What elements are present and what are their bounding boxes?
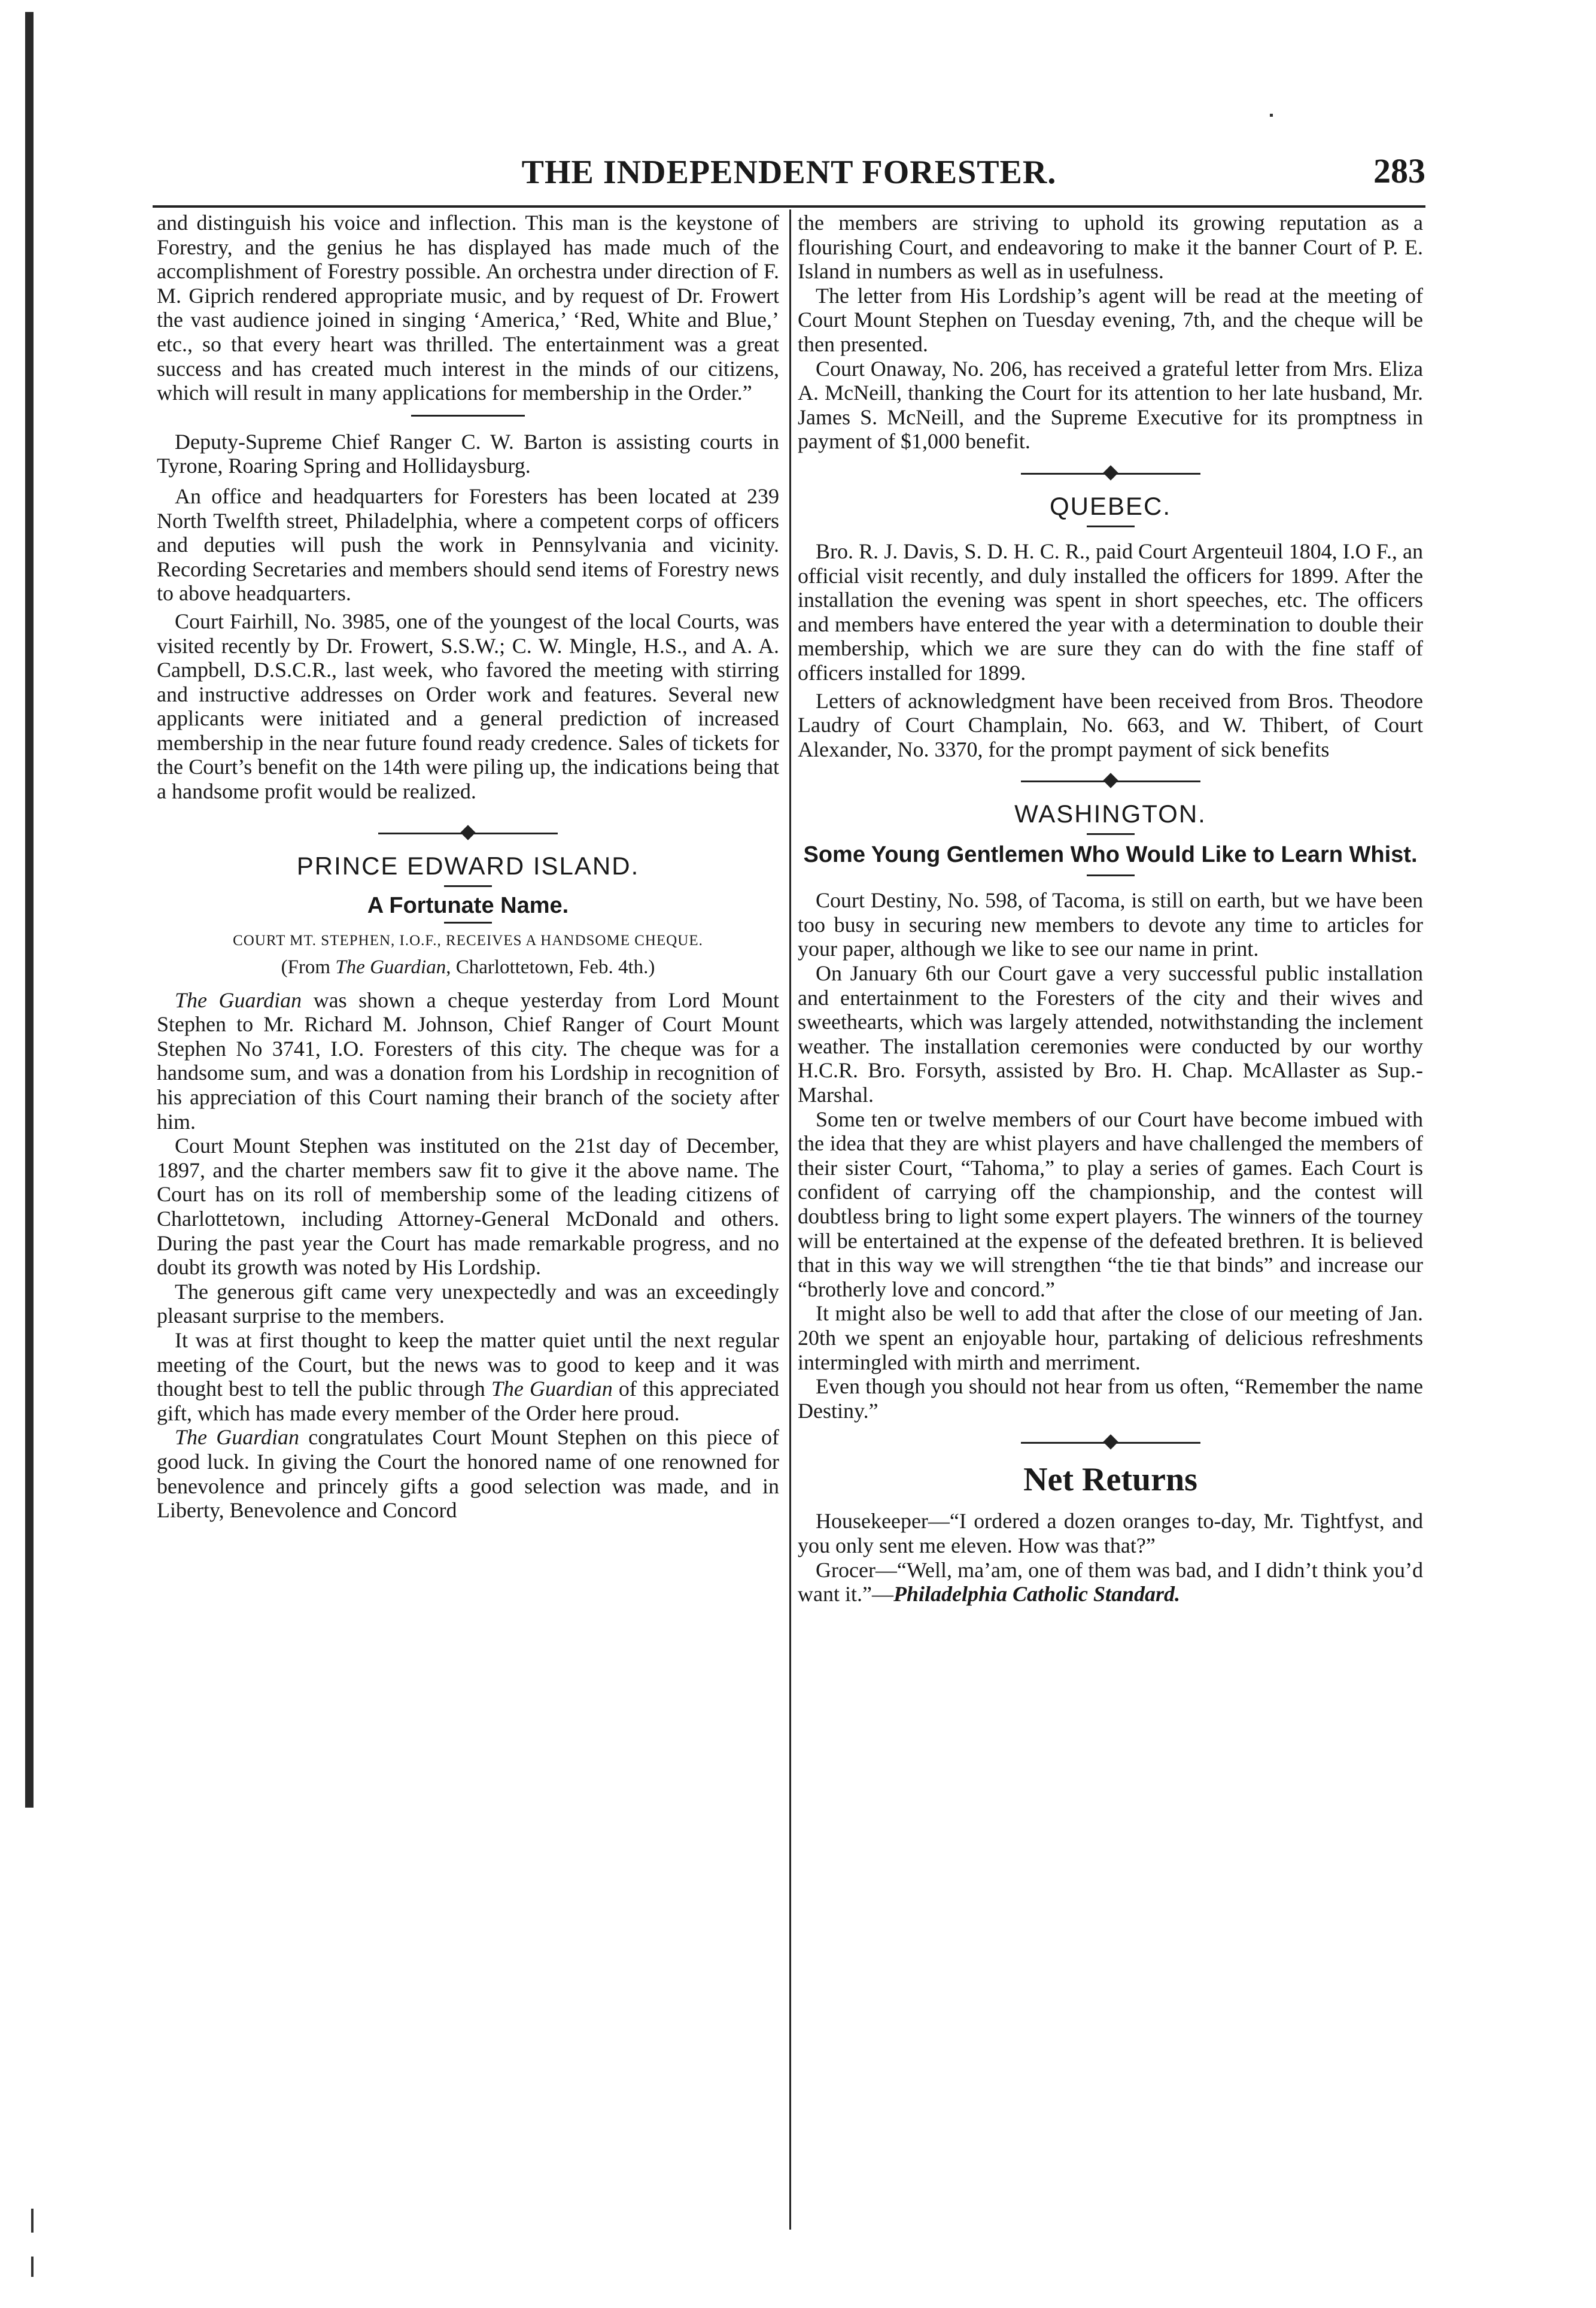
- paragraph-text: Grocer—“Well, ma’am, one of them was bad, and I didn’t think you’d want it.”—: [798, 1557, 1423, 1607]
- source-paper: The Guardian: [335, 956, 446, 978]
- paragraph: [157, 988, 779, 1134]
- paragraph: [157, 1425, 779, 1522]
- ornament-rule: [1021, 773, 1200, 789]
- column-divider: [789, 209, 791, 2230]
- diamond-ornament-icon: [1103, 465, 1118, 480]
- paragraph: Even though you should not hear from us often, “Remember the name Destiny.”: [798, 1374, 1423, 1423]
- source-credit: Philadelphia Catholic Standard.: [893, 1582, 1181, 1607]
- divider-rule: [444, 885, 492, 887]
- paragraph: the members are striving to uphold its growing reputation as a flourishing Court, and endeavoring to make it the banner Court of P. E. Island in numbers as well as in usefulness.: [798, 211, 1423, 284]
- source-credit: [157, 955, 779, 980]
- header-rule: [153, 205, 1425, 208]
- diamond-ornament-icon: [460, 825, 475, 840]
- paragraph-text: of this appreciated gift, which has made every member of the Order here proud.: [157, 1377, 779, 1425]
- paragraph: Bro. R. J. Davis, S. D. H. C. R., paid Court Argenteuil 1804, I.O F., an official visit recently, and duly installed the officers for 1899. After the installation the evening was spent in short speeches, etc. The officers and members have entered the year with a determination to double their membership, which we are sure they can do with the fine staff of officers installed for 1899.: [798, 539, 1423, 685]
- paragraph: Deputy-Supreme Chief Ranger C. W. Barton is assisting courts in Tyrone, Roaring Spring and Hollidaysburg.: [157, 429, 779, 478]
- article-subheading: A Fortunate Name.: [367, 892, 569, 918]
- paragraph: On January 6th our Court gave a very successful public installation and entertainment to the Foresters of the city and their wives and sweethearts, which was largely attended, notwithstanding the inclement weather. The installation ceremonies were conducted by our worthy H.C.R. Bro. Forsyth, assisted by Bro. H. Chap. McAllaster as Sup.-Marshal.: [798, 961, 1423, 1107]
- paper-name: The Guardian: [491, 1377, 613, 1401]
- section-heading: PRINCE EDWARD ISLAND.: [296, 851, 640, 880]
- ornament-rule: [1021, 1435, 1200, 1450]
- diamond-ornament-icon: [1103, 773, 1118, 788]
- paper-name: The Guardian: [175, 1425, 299, 1450]
- divider-rule: [444, 922, 492, 924]
- paragraph: Letters of acknowledgment have been received from Bros. Theodore Laudry of Court Champlain, No. 663, and W. Thibert, of Court Alexander, No. 3370, for the prompt payment of sick benefits: [798, 688, 1423, 761]
- scan-mark: [31, 2209, 34, 2233]
- paragraph: Court Destiny, No. 598, of Tacoma, is still on earth, but we have been too busy in securing new members to devote any time to articles for your paper, although we like to see our name in print.: [798, 888, 1423, 961]
- section-heading: Net Returns: [1023, 1461, 1197, 1499]
- paragraph: An office and headquarters for Foresters has been located at 239 North Twelfth street, Philadelphia, where a competent corps of officers and deputies will push the work in Pennsylvania and vicinity. Recording Secretaries and members should send items of Forestry news to above headquarters.: [157, 484, 779, 606]
- paragraph: Court Mount Stephen was instituted on the 21st day of December, 1897, and the charter members saw fit to give it the above name. The Court has on its roll of membership some of the leading citizens of Charlottetown, including Attorney-General McDonald and others. During the past year the Court has made remarkable progress, and no doubt its growth was noted by His Lordship.: [157, 1134, 779, 1280]
- paragraph-text: was shown a cheque yesterday from Lord Mount Stephen to Mr. Richard M. Johnson, Chief Ranger of Court Mount Stephen No 3741, I.O. Foresters of this city. The cheque was for a handsome sum, and was a donation from his Lordship in recognition of his appreciation of this Court naming their branch of the society after him.: [157, 988, 779, 1134]
- scan-edge: [25, 12, 34, 1808]
- paragraph-text: congratulates Court Mount Stephen on this piece of good luck. In giving the Court the honored name of one renowned for benevolence and princely gifts a good selection was made, and in Liberty, Benevolence and Concord: [157, 1425, 779, 1523]
- section-heading: WASHINGTON.: [1014, 800, 1206, 828]
- paragraph: [798, 1558, 1423, 1607]
- section-heading: QUEBEC.: [1049, 491, 1172, 520]
- paragraph-text: It was at first thought to keep the matter quiet until the next regular meeting of the Court, but the news was to good to keep and it was thought best to tell the public through: [157, 1328, 779, 1401]
- divider-rule: [1087, 833, 1135, 835]
- paper-name: The Guardian: [175, 988, 302, 1012]
- spacer: [157, 478, 779, 484]
- page-header: [153, 148, 1425, 205]
- divider-rule: [1087, 526, 1135, 527]
- paragraph: Court Onaway, No. 206, has received a grateful letter from Mrs. Eliza A. McNeill, thanking the Court for its attention to her late husband, Mr. James S. McNeill, and the Supreme Executive for its promptness in payment of $1,000 benefit.: [798, 356, 1423, 454]
- paragraph: Some ten or twelve members of our Court have become imbued with the idea that they are whist players and have challenged the members of their sister Court, “Tahoma,” to play a series of games. Each Court is confident of carrying off the championship, and the contest will doubtless bring to light some expert players. The winners of the tourney will be entertained at the expense of the defeated brethren. It is believed that in this way we will strengthen “the tie that binds” and increase our “brotherly love and concord.”: [798, 1107, 1423, 1301]
- divider-rule: [411, 415, 525, 417]
- article-deck: COURT MT. STEPHEN, I.O.F., RECEIVES A HANDSOME CHEQUE.: [233, 932, 703, 949]
- left-column: [157, 211, 779, 1523]
- paragraph: Housekeeper—“I ordered a dozen oranges to-day, Mr. Tightfyst, and you only sent me eleven. How was that?”: [798, 1509, 1423, 1557]
- scan-mark: [1270, 114, 1273, 117]
- scan-mark: [31, 2257, 34, 2277]
- paragraph: [157, 1328, 779, 1425]
- paragraph: The generous gift came very unexpectedly and was an exceedingly pleasant surprise to the members.: [157, 1279, 779, 1328]
- source-prefix: (From: [281, 956, 336, 978]
- article-subheading: Some Young Gentlemen Who Would Like to Learn Whist.: [803, 842, 1418, 868]
- right-column: [798, 211, 1423, 1607]
- paragraph: It might also be well to add that after the close of our meeting of Jan. 20th we spent an enjoyable hour, partaking of delicious refreshments intermingled with mirth and merriment.: [798, 1301, 1423, 1374]
- paragraph: and distinguish his voice and inflection. This man is the keystone of Forestry, and the genius he has displayed has made much of the accomplishment of Forestry possible. An orchestra under direction of F. M. Giprich rendered appropriate music, and by request of Dr. Frowert the vast audience joined in singing ‘America,’ ‘Red, White and Blue,’ etc., so that every heart was thrilled. The entertainment was a great success and has created much interest in the minds of our citizens, which will result in many applications for membership in the Order.”: [157, 211, 779, 405]
- source-suffix: , Charlottetown, Feb. 4th.): [446, 956, 655, 978]
- paragraph: Court Fairhill, No. 3985, one of the youngest of the local Courts, was visited recently by Dr. Frowert, S.S.W.; C. W. Mingle, H.S., and A. A. Campbell, D.S.C.R., last week, who favored the meeting with stirring and instructive addresses on Order work and features. Several new applicants were initiated and a general prediction of increased membership in the near future found ready credence. Sales of tickets for the Court’s benefit on the 14th were piling up, the indications being that a handsome profit would be realized.: [157, 609, 779, 804]
- diamond-ornament-icon: [1103, 1435, 1118, 1450]
- paragraph: The letter from His Lordship’s agent will be read at the meeting of Court Mount Stephen on Tuesday evening, 7th, and the cheque will be then presented.: [798, 283, 1423, 356]
- divider-rule: [1087, 874, 1135, 876]
- ornament-rule: [1021, 466, 1200, 481]
- journal-title: THE INDEPENDENT FORESTER.: [521, 154, 1057, 191]
- ornament-rule: [378, 825, 558, 841]
- page-number: 283: [1373, 151, 1425, 190]
